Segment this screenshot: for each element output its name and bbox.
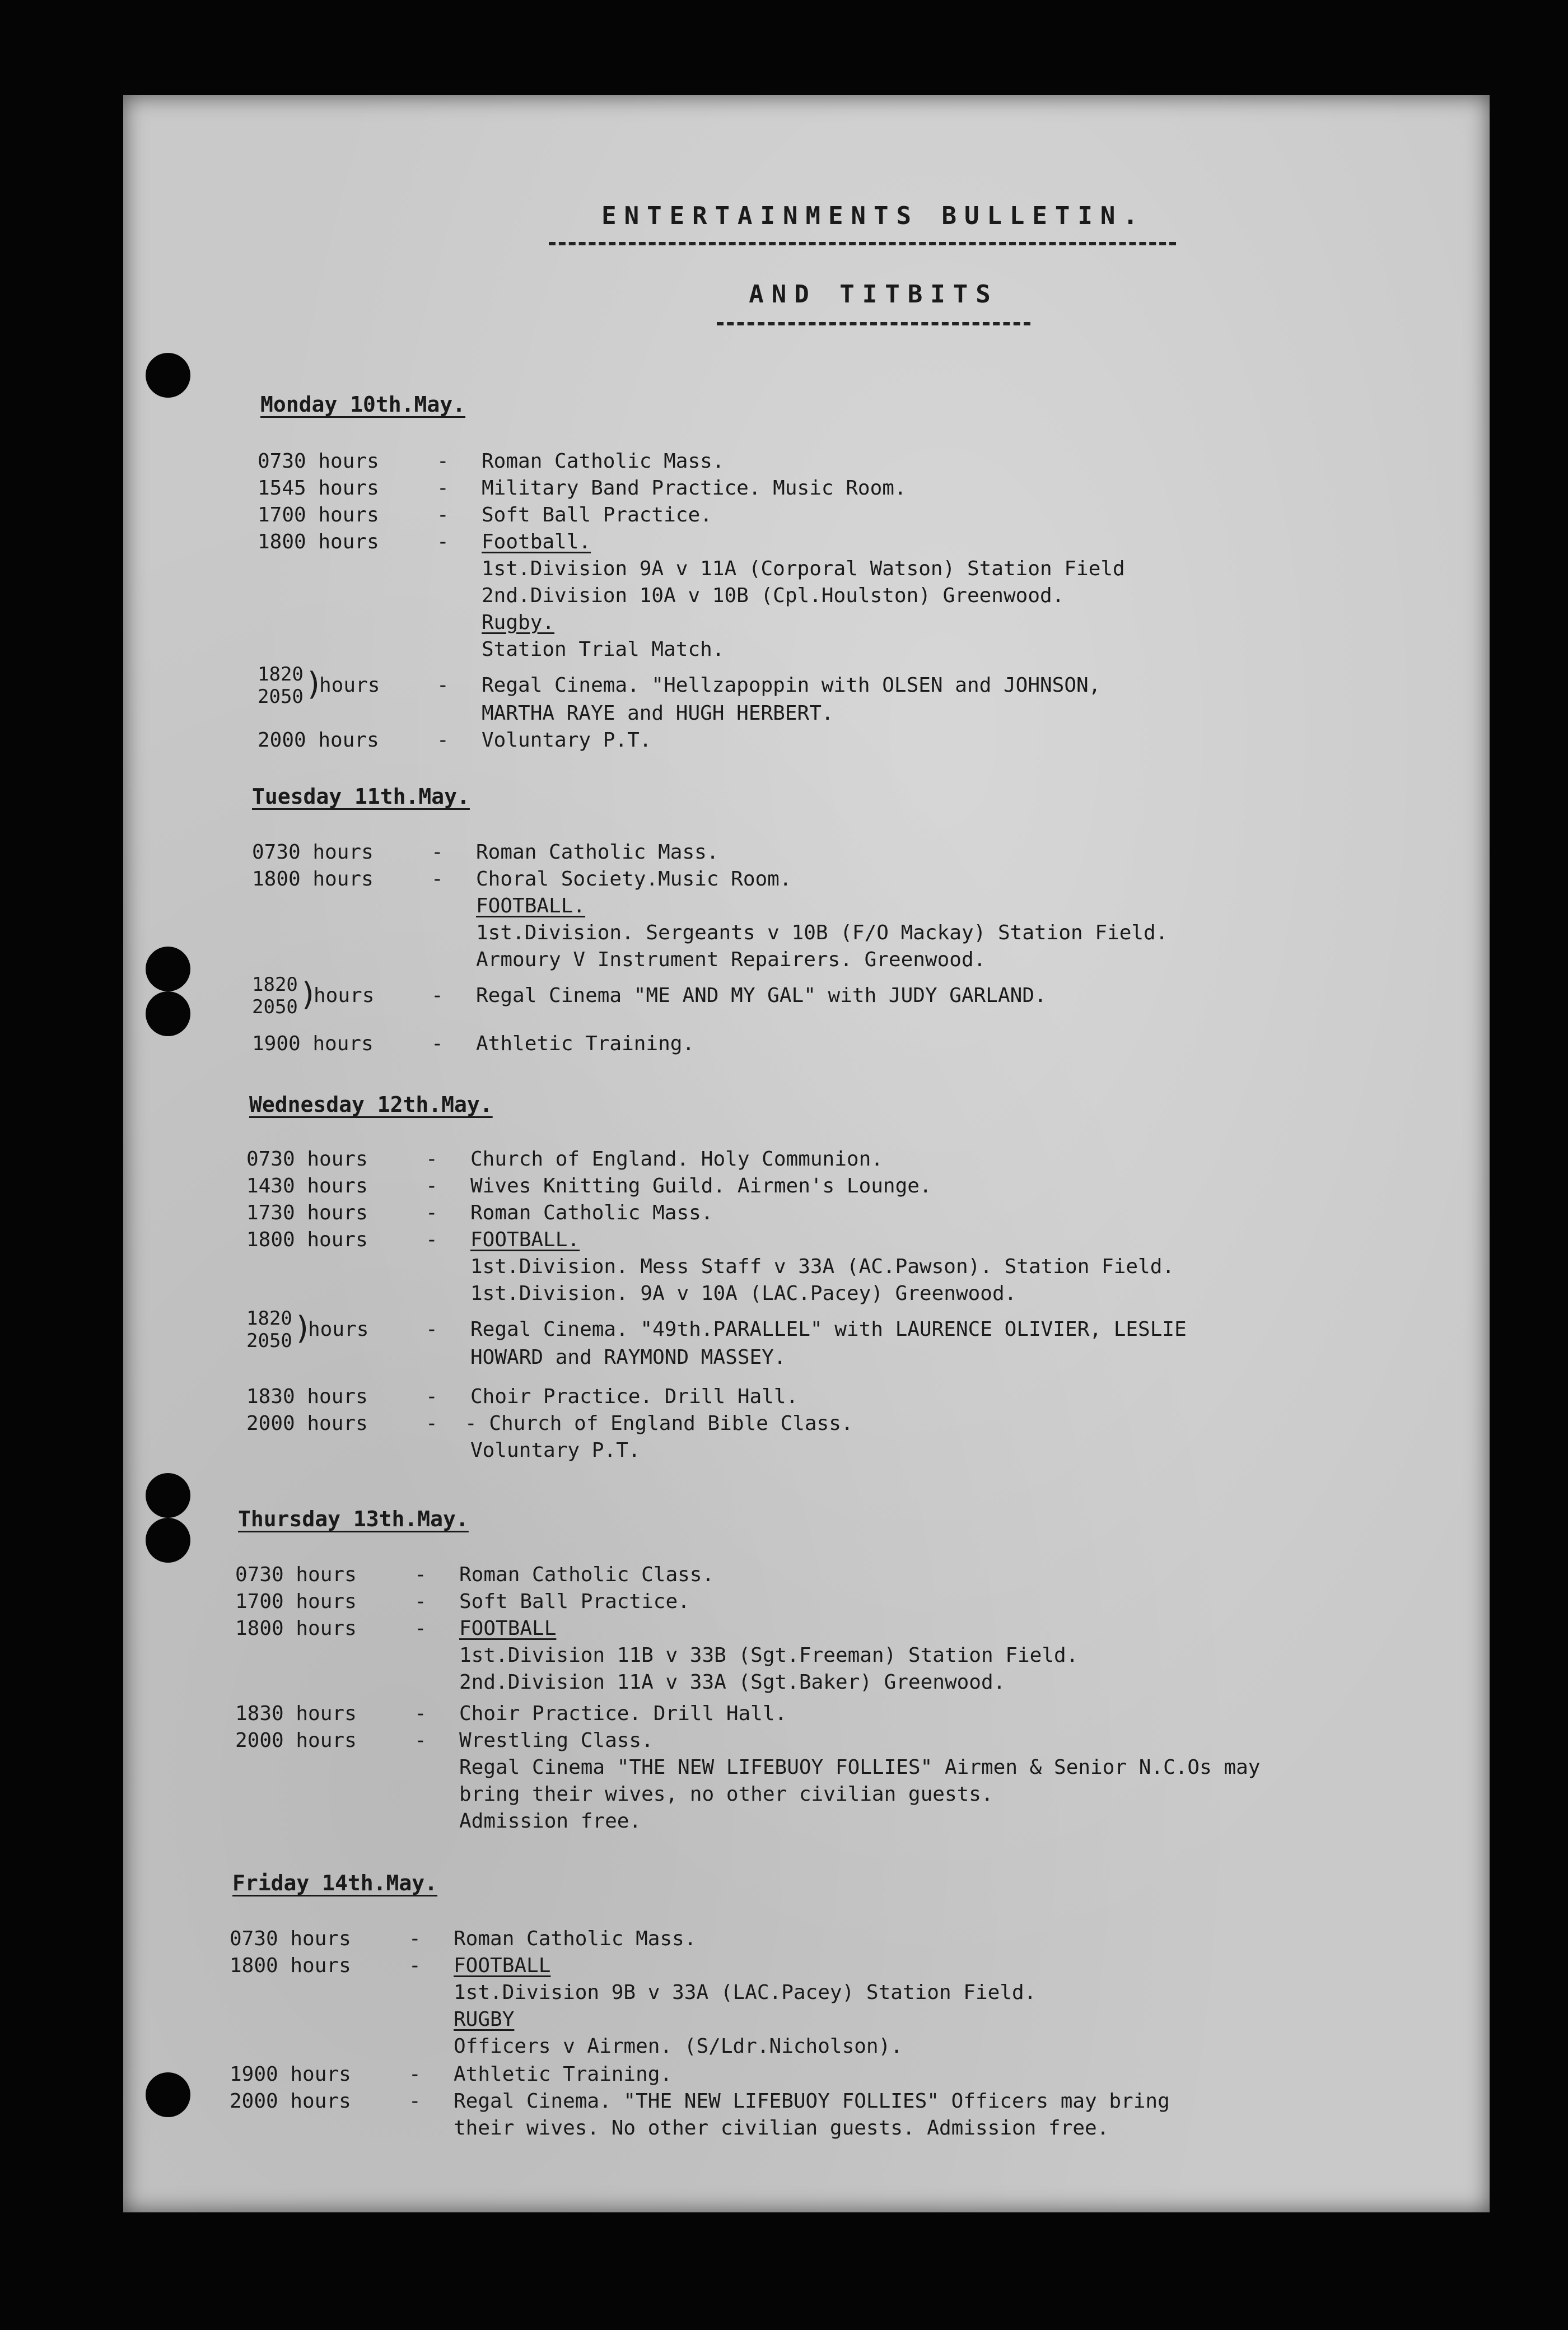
schedule-detail: FOOTBALL. (476, 894, 586, 917)
row-time-suffix: hours (314, 984, 375, 1007)
row-text: Church of England. Holy Communion. (470, 1148, 883, 1171)
row-dash: - (431, 1032, 444, 1055)
row-dash: - (414, 1729, 427, 1752)
schedule-detail: 1st.Division. 9A v 10A (LAC.Pacey) Greenwood. (470, 1282, 1017, 1305)
row-text: Voluntary P.T. (482, 729, 652, 752)
row-dash: - (431, 868, 444, 891)
row-time: 0730 hours (230, 1927, 351, 1950)
row-text: Wrestling Class. (459, 1729, 654, 1752)
row-text: Choir Practice. Drill Hall. (470, 1385, 799, 1408)
row-time: 2000 hours (235, 1729, 357, 1752)
schedule-detail: bring their wives, no other civilian guests. (459, 1783, 993, 1806)
row-text: Athletic Training. (454, 2063, 673, 2086)
row-text: Roman Catholic Mass. (454, 1927, 697, 1950)
schedule-detail: HOWARD and RAYMOND MASSEY. (470, 1346, 786, 1369)
schedule-detail: 1st.Division. Mess Staff v 33A (AC.Pawson). Station Field. (470, 1255, 1175, 1278)
schedule-detail: Armoury V Instrument Repairers. Greenwood. (476, 948, 986, 971)
bulletin-title: ENTERTAINMENTS BULLETIN. (601, 202, 1146, 230)
row-text: Choir Practice. Drill Hall. (459, 1702, 787, 1725)
row-time: 2000 hours (258, 729, 379, 752)
row-dash: - (437, 729, 449, 752)
punch-hole (146, 1518, 190, 1563)
schedule-detail: RUGBY (454, 2008, 515, 2031)
bracket-glyph: ) (293, 1310, 312, 1346)
row-time: 0730 hours (258, 450, 379, 473)
day-heading-monday: Monday 10th.May. (260, 392, 466, 417)
row-time-first-show: 1820 (258, 663, 304, 686)
row-dash: - (409, 2090, 421, 2113)
row-text: Regal Cinema. "Hellzapoppin with OLSEN and JOHNSON, (482, 674, 1101, 697)
row-dash: - (437, 450, 449, 473)
row-text: Military Band Practice. Music Room. (482, 477, 907, 500)
row-time: 0730 hours (246, 1148, 368, 1171)
row-text: Football. (482, 530, 591, 553)
row-time: 1900 hours (252, 1032, 374, 1055)
punch-hole (146, 991, 190, 1036)
schedule-detail: 1st.Division. Sergeants v 10B (F/O Mackay) Station Field. (476, 921, 1168, 944)
row-text: Regal Cinema. "THE NEW LIFEBUOY FOLLIES" Officers may bring (454, 2090, 1170, 2113)
row-dash: - (426, 1148, 438, 1171)
row-dash: - (431, 841, 444, 864)
row-dash: - (437, 530, 449, 553)
row-dash: - (409, 1927, 421, 1950)
schedule-detail: Officers v Airmen. (S/Ldr.Nicholson). (454, 2035, 903, 2058)
row-time: 1700 hours (235, 1590, 357, 1613)
row-text: Soft Ball Practice. (482, 504, 712, 526)
day-heading-thursday: Thursday 13th.May. (238, 1507, 469, 1531)
row-dash: - (414, 1702, 427, 1725)
row-dash: - (437, 477, 449, 500)
row-time: 1430 hours (246, 1175, 368, 1197)
punch-hole (146, 2072, 190, 2117)
row-time: 1730 hours (246, 1201, 368, 1224)
row-text: FOOTBALL (459, 1617, 557, 1640)
row-time-first-show: 1820 (252, 973, 298, 996)
row-time: 0730 hours (252, 841, 374, 864)
row-text: Choral Society.Music Room. (476, 868, 792, 891)
punch-hole (146, 1473, 190, 1518)
row-time-second-show: 2050 (252, 996, 298, 1018)
row-time: 1800 hours (258, 530, 379, 553)
row-dash: - (409, 1954, 421, 1977)
document-page (123, 95, 1490, 2212)
row-dash: - (409, 2063, 421, 2086)
row-dash: - (426, 1201, 438, 1224)
row-time: 1900 hours (230, 2063, 351, 2086)
row-text: Athletic Training. (476, 1032, 695, 1055)
subtitle-underline (717, 322, 1030, 325)
row-time: 1800 hours (246, 1228, 368, 1251)
row-dash: - (431, 984, 444, 1007)
row-dash: - (437, 504, 449, 526)
title-underline (549, 242, 1176, 245)
punch-hole (146, 353, 190, 398)
row-dash: - (426, 1385, 438, 1408)
row-dash: - (414, 1590, 427, 1613)
bracket-glyph: ) (305, 666, 324, 702)
row-time-first-show: 1820 (246, 1307, 292, 1330)
row-dash: - (426, 1412, 438, 1435)
row-time-suffix: hours (319, 674, 380, 697)
schedule-detail: their wives. No other civilian guests. Admission free. (454, 2117, 1109, 2140)
row-time: 1830 hours (235, 1702, 357, 1725)
row-time-suffix: hours (308, 1318, 369, 1341)
row-text: Roman Catholic Mass. (470, 1201, 713, 1224)
schedule-detail: Admission free. (459, 1810, 642, 1833)
row-time: 1700 hours (258, 504, 379, 526)
schedule-detail: Voluntary P.T. (470, 1439, 641, 1462)
row-text: Regal Cinema. "49th.PARALLEL" with LAURENCE OLIVIER, LESLIE (470, 1318, 1187, 1341)
row-time-second-show: 2050 (258, 686, 304, 708)
row-text: FOOTBALL. (470, 1228, 580, 1251)
row-time: 1800 hours (252, 868, 374, 891)
row-time: 0730 hours (235, 1563, 357, 1586)
row-dash: - (414, 1617, 427, 1640)
row-dash: - (426, 1175, 438, 1197)
schedule-detail: Rugby. (482, 611, 555, 634)
schedule-detail: Station Trial Match. (482, 638, 725, 661)
schedule-detail: Regal Cinema "THE NEW LIFEBUOY FOLLIES" Airmen & Senior N.C.Os may (459, 1756, 1261, 1779)
day-heading-friday: Friday 14th.May. (232, 1871, 438, 1895)
row-time-second-show: 2050 (246, 1330, 292, 1352)
row-dash: - (426, 1228, 438, 1251)
row-dash: - (414, 1563, 427, 1586)
row-time: 1800 hours (235, 1617, 357, 1640)
row-text: Regal Cinema "ME AND MY GAL" with JUDY GARLAND. (476, 984, 1047, 1007)
row-time: 2000 hours (230, 2090, 351, 2113)
schedule-detail: MARTHA RAYE and HUGH HERBERT. (482, 702, 834, 725)
row-dash: - (426, 1318, 438, 1341)
schedule-detail: 2nd.Division 10A v 10B (Cpl.Houlston) Greenwood. (482, 584, 1065, 607)
row-time: 2000 hours (246, 1412, 368, 1435)
schedule-detail: 2nd.Division 11A v 33A (Sgt.Baker) Greenwood. (459, 1671, 1006, 1694)
row-text: Roman Catholic Mass. (476, 841, 719, 864)
row-text: Roman Catholic Class. (459, 1563, 715, 1586)
bracket-glyph: ) (299, 976, 318, 1013)
row-time: 1545 hours (258, 477, 379, 500)
row-dash: - (437, 674, 449, 697)
day-heading-wednesday: Wednesday 12th.May. (249, 1092, 493, 1117)
row-text: Soft Ball Practice. (459, 1590, 690, 1613)
bulletin-subtitle: AND TITBITS (749, 280, 998, 309)
row-text: Roman Catholic Mass. (482, 450, 725, 473)
day-heading-tuesday: Tuesday 11th.May. (252, 784, 470, 809)
row-text: - Church of England Bible Class. (465, 1412, 853, 1435)
schedule-detail: 1st.Division 9A v 11A (Corporal Watson) Station Field (482, 557, 1125, 580)
schedule-detail: 1st.Division 9B v 33A (LAC.Pacey) Station Field. (454, 1981, 1037, 2004)
row-time: 1800 hours (230, 1954, 351, 1977)
row-text: Wives Knitting Guild. Airmen's Lounge. (470, 1175, 932, 1197)
row-text: FOOTBALL (454, 1954, 551, 1977)
schedule-detail: 1st.Division 11B v 33B (Sgt.Freeman) Station Field. (459, 1644, 1079, 1667)
row-time: 1830 hours (246, 1385, 368, 1408)
punch-hole (146, 947, 190, 991)
